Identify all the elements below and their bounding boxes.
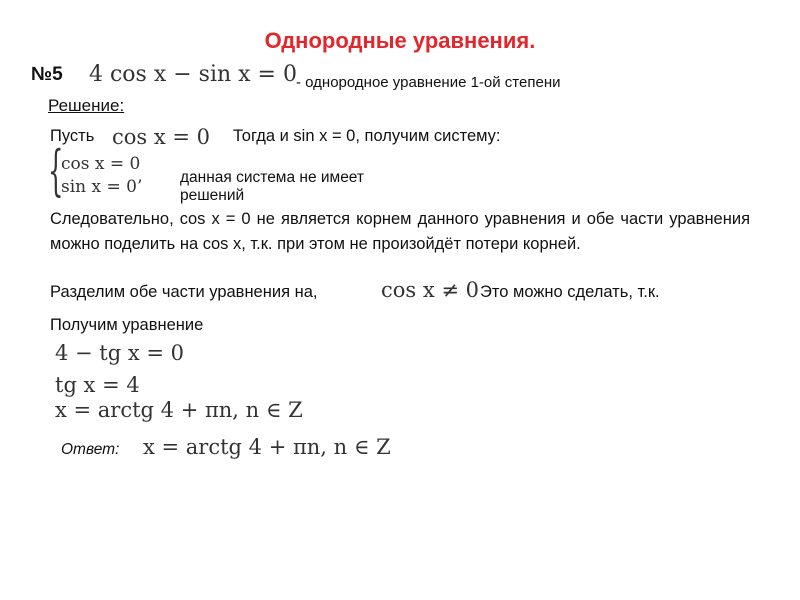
- equation-system: [48, 139, 168, 202]
- then-text: Тогда и sin x = 0, получим систему:: [233, 127, 501, 145]
- system-line-1: cos x = 0: [61, 154, 141, 174]
- divide-text: Разделим обе части уравнения на,: [50, 283, 318, 301]
- step-2: tg x = 4: [55, 373, 140, 397]
- system-brace: {: [48, 139, 64, 202]
- let-expression: cos x = 0: [112, 125, 211, 149]
- equation-note: - однородное уравнение 1-ой степени: [296, 74, 561, 91]
- system-line-2: sin x = 0’: [61, 177, 143, 197]
- step-3: x = arctg 4 + πn, n ∈ Z: [55, 398, 303, 422]
- page-title: Однородные уравнения.: [264, 28, 536, 53]
- let-word: Пусть: [50, 127, 95, 145]
- answer-expression: x = arctg 4 + πn, n ∈ Z: [143, 435, 391, 459]
- divide-expression: cos x ≠ 0: [381, 278, 480, 302]
- step-1: 4 − tg x = 0: [55, 341, 185, 365]
- can-do-text: Это можно сделать, т.к.: [480, 283, 660, 301]
- no-solutions-text: данная система не имеет решений: [180, 169, 365, 204]
- conclusion-paragraph: Следовательно, cos x = 0 не является корнем данного уравнения и обе части уравнения можно поделить на cos x, т.к. при этом не произойдёт потери корней.: [50, 210, 750, 253]
- problem-number: №5: [31, 64, 63, 85]
- solution-heading: Решение:: [48, 96, 125, 115]
- answer-label: Ответ:: [61, 441, 120, 458]
- get-equation-text: Получим уравнение: [50, 316, 204, 334]
- problem-equation: 4 cos x − sin x = 0: [89, 62, 297, 87]
